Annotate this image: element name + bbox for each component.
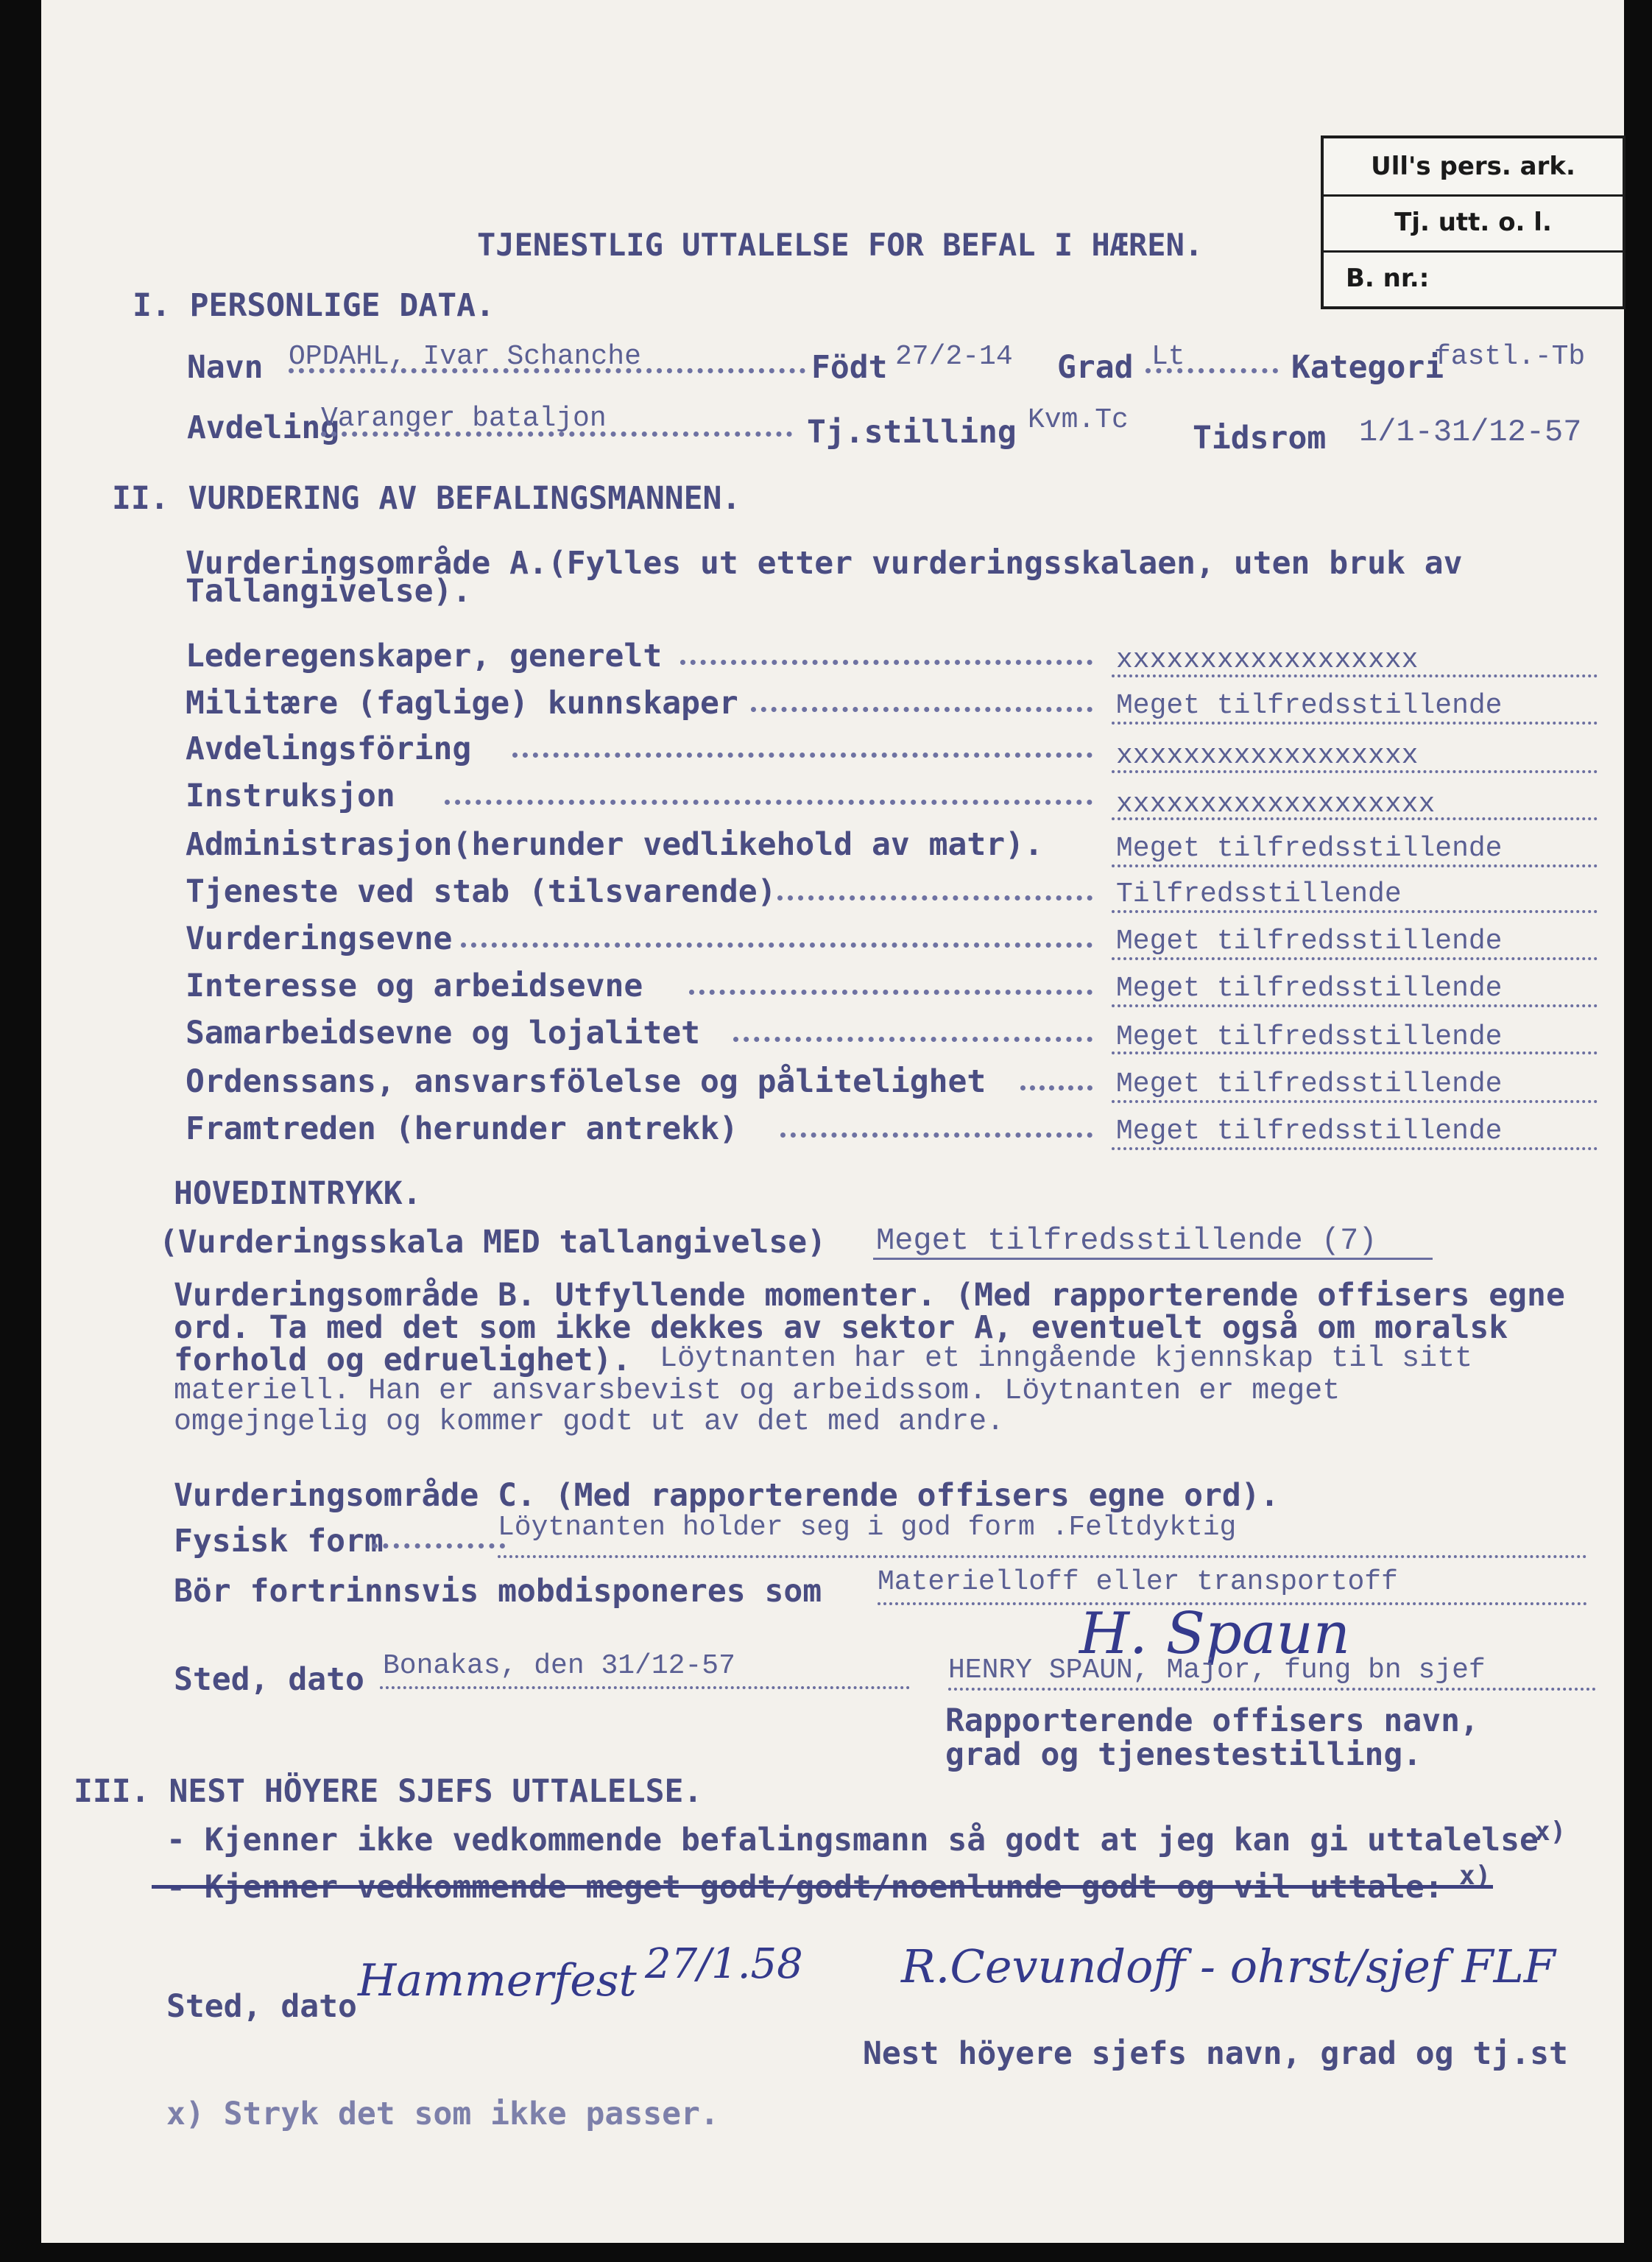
rating-value-line [1112,1100,1598,1103]
rating-value: xxxxxxxxxxxxxxxxxx [1116,644,1419,676]
rating-label: Militære (faglige) kunnskaper [186,685,738,722]
sted-value: Bonakas, den 31/12-57 [383,1650,735,1682]
stamp-line-3: B. nr.: [1346,264,1430,293]
rating-dotted-line [751,707,1092,712]
section-3-option-2-mark: x) [1459,1861,1492,1891]
section-3-option-2: - Kjenner vedkommende meget godt/godt/noenlunde godt og vil uttale: [166,1869,1444,1906]
tjstilling-label: Tj.stilling [807,414,1017,451]
section-3-sted-label: Sted, dato [166,1988,357,2025]
rating-label: Tjeneste ved stab (tilsvarende) [186,873,777,910]
rating-value: Meget tilfredsstillende [1116,973,1503,1004]
rating-label: Samarbeidsevne og lojalitet [186,1015,700,1051]
grad-label: Grad [1057,349,1134,386]
rating-value-line [1112,1004,1598,1007]
section-3-heading: III. NEST HÖYERE SJEFS UTTALELSE. [74,1773,703,1810]
rating-dotted-line [445,800,1092,805]
rating-value-line [1112,770,1598,773]
officer-line [948,1688,1596,1691]
hovedinntrykk-value: Meget tilfredsstillende (7) [876,1223,1377,1258]
fysisk-label: Fysisk form [174,1523,384,1560]
archive-stamp [1321,135,1625,309]
rating-value-line [1112,817,1598,820]
rating-value-line [1112,910,1598,913]
area-b-line-3-label: forhold og edruelighet). [174,1342,632,1378]
area-c-line: Vurderingsområde C. (Med rapporterende offisers egne ord). [174,1477,1279,1514]
rating-value-line [1112,957,1598,960]
fodt-label: Födt [811,349,888,386]
officer-caption-1: Rapporterende offisers navn, [945,1702,1479,1739]
rating-label: Administrasjon(herunder vedlikehold av matr). [186,826,1043,863]
fysisk-value: Löytnanten holder seg i god form .Feltdyktig [498,1512,1237,1543]
area-b-line-2: ord. Ta med det som ikke dekkes av sektor A, eventuelt også om moralsk [174,1309,1508,1346]
section-3-option-1-mark: x) [1534,1817,1567,1847]
rating-dotted-line [461,942,1092,948]
area-b-line-3-text: Löytnanten har et inngående kjennskap til sitt [660,1342,1473,1375]
rating-label: Lederegenskaper, generelt [186,638,663,674]
navn-value: OPDAHL, Ivar Schanche [289,341,641,373]
area-b-line-5: omgejngelig og kommer godt ut av det med andre. [174,1406,1005,1439]
sted-handwritten: Hammerfest [358,1955,637,2006]
rating-value: Meget tilfredsstillende [1116,690,1503,722]
kategori-value: fastl.-Tb [1434,341,1586,373]
rating-dotted-line [780,1132,1092,1138]
option-2-strikethrough [152,1885,1493,1889]
avdeling-label: Avdeling [187,409,340,446]
fysisk-line [498,1555,1587,1558]
hovedinntrykk-line [873,1258,1433,1260]
section-3-option-1: - Kjenner ikke vedkommende befalingsmann så godt at jeg kan gi uttalelse [166,1822,1539,1858]
rating-label: Instruksjon [186,778,395,814]
rating-label: Ordenssans, ansvarsfölelse og pålitelighet [186,1063,986,1100]
rating-dotted-line [680,660,1092,665]
avdeling-dotted-line [321,431,792,437]
navn-label: Navn [187,349,264,386]
section-2-heading: II. VURDERING AV BEFALINGSMANNEN. [112,480,741,517]
rating-value: Meget tilfredsstillende [1116,1068,1503,1100]
section-1-heading: I. PERSONLIGE DATA. [133,287,495,324]
tjstilling-value: Kvm.Tc [1028,404,1129,436]
rating-value: Meget tilfredsstillende [1116,1021,1503,1053]
area-a-line-1: Vurderingsområde A.(Fylles ut etter vurderingsskalaen, uten bruk av [186,545,1463,582]
chief-caption: Nest höyere sjefs navn, grad og tj.st [863,2035,1568,2072]
rating-value-line [1112,722,1598,725]
sted-line [380,1686,910,1689]
officer-caption-2: grad og tjenestestilling. [945,1736,1422,1773]
rating-value-line [1112,674,1598,677]
form-title: TJENESTLIG UTTALELSE FOR BEFAL I HÆREN. [477,227,1204,263]
rating-value: Meget tilfredsstillende [1116,833,1503,864]
rating-value-line [1112,1147,1598,1150]
rating-value: xxxxxxxxxxxxxxxxxxx [1116,789,1436,820]
tidsrom-label: Tidsrom [1193,420,1327,457]
rating-value: Tilfredsstillende [1116,878,1402,910]
fysisk-dotted-lead [373,1543,505,1548]
rating-value-line [1112,864,1598,867]
rating-dotted-line [733,1037,1092,1042]
chief-signature: R.Cevundoff - ohrst/sjef FLF [901,1939,1556,1993]
rating-label: Interesse og arbeidsevne [186,968,643,1004]
rating-dotted-line [512,753,1092,758]
officer-name: HENRY SPAUN, Major, fung bn sjef [948,1655,1486,1686]
rating-value-line [1112,1051,1598,1054]
area-a-line-2: Tallangivelse). [186,573,472,610]
fodt-value: 27/2-14 [895,341,1013,373]
tidsrom-value: 1/1-31/12-57 [1359,415,1582,450]
officer-signature: H. Spaun [1079,1601,1350,1667]
grad-value: Lt [1151,341,1185,373]
rating-dotted-line [1020,1085,1092,1091]
rating-value: xxxxxxxxxxxxxxxxxx [1116,740,1419,772]
rating-dotted-line [777,895,1092,901]
rating-dotted-line [689,990,1092,995]
rating-value: Meget tilfredsstillende [1116,926,1503,957]
mob-value: Materielloff eller transportoff [878,1566,1398,1598]
mob-label: Bör fortrinnsvis mobdisponeres som [174,1573,822,1610]
kategori-label: Kategori [1291,349,1444,386]
stamp-line-1: Ull's pers. ark. [1324,138,1623,197]
hovedinntrykk-scale-label: (Vurderingsskala MED tallangivelse) [159,1224,827,1261]
footnote: x) Stryk det som ikke passer. [166,2096,719,2132]
date-handwritten: 27/1.58 [645,1940,803,1988]
sted-label: Sted, dato [174,1661,364,1698]
rating-label: Framtreden (herunder antrekk) [186,1110,738,1147]
stamp-line-2: Tj. utt. o. l. [1324,194,1623,253]
rating-label: Avdelingsföring [186,730,472,767]
rating-value: Meget tilfredsstillende [1116,1116,1503,1147]
form-sheet [41,0,1624,2243]
area-b-line-1: Vurderingsområde B. Utfyllende momenter. (Med rapporterende offisers egne [174,1277,1565,1314]
area-b-line-4: materiell. Han er ansvarsbevist og arbeidssom. Löytnanten er meget [174,1375,1341,1408]
avdeling-value: Varanger bataljon [321,403,607,434]
rating-label: Vurderingsevne [186,920,453,957]
hovedinntrykk-label: HOVEDINTRYKK. [174,1175,422,1212]
